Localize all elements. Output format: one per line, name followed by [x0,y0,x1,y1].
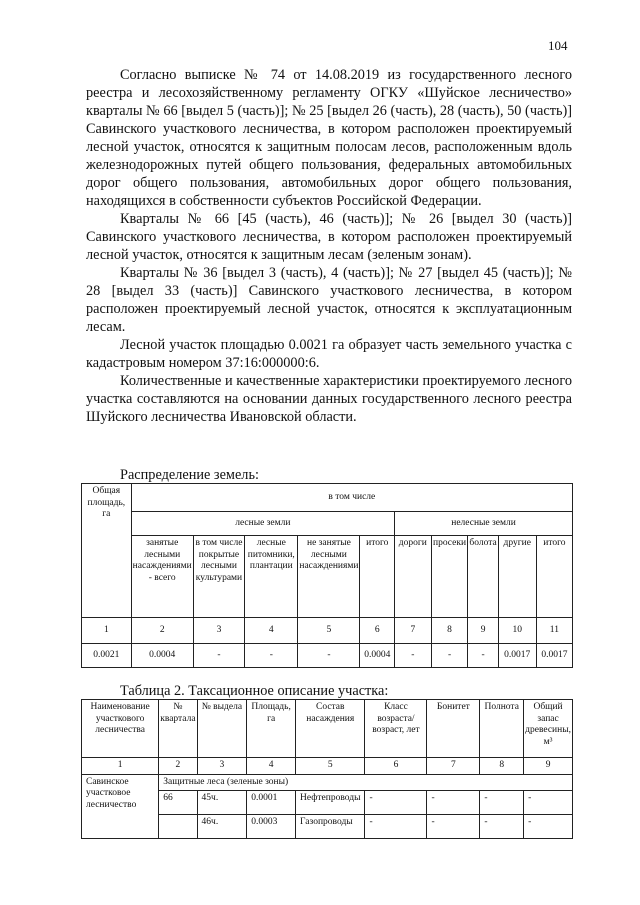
col-number: 3 [193,618,244,644]
col-number: 9 [524,758,573,775]
col-number: 1 [82,618,132,644]
col-header: итого [360,536,395,618]
cell [159,815,197,839]
cell: 45ч. [197,791,247,815]
col-header: Наименование участкового лесничества [82,700,159,758]
cell: - [427,791,480,815]
col-header: № выдела [197,700,247,758]
col-header: Бонитет [427,700,480,758]
col-number: 8 [480,758,524,775]
cell: 0.0017 [498,644,536,668]
paragraph: Кварталы № 36 [выдел 3 (часть), 4 (часть)]; № 27 [выдел 45 (часть)]; № 28 [выдел 33 (часть)] Савинского участкового лесничества, в котором расположен проектируемый лесной участок, относятся к эксплуатационным лесам. [86,265,572,335]
col-number: 5 [298,618,360,644]
col-number: 9 [468,618,498,644]
cell: - [395,644,432,668]
col-number: 2 [159,758,197,775]
header-forest-lands: лесные земли [131,512,394,536]
cell: - [468,644,498,668]
taxation-table [81,699,573,839]
col-number: 7 [395,618,432,644]
page-number: 104 [548,38,568,53]
col-header: другие [498,536,536,618]
col-number: 6 [360,618,395,644]
cell: 0.0017 [536,644,572,668]
col-header: в том числе покрытые лесными культурами [193,536,244,618]
col-number: 4 [247,758,296,775]
table-row [82,644,573,668]
col-number: 1 [82,758,159,775]
cell: - [298,644,360,668]
col-header: болота [468,536,498,618]
cell: - [524,815,573,839]
col-number: 11 [536,618,572,644]
cell: - [427,815,480,839]
cell: - [480,815,524,839]
paragraph: Согласно выписке № 74 от 14.08.2019 из государственного лесного реестра и лесохозяйственному регламенту ОГКУ «Шуйское лесничество» кварталы № 66 [выдел 5 (часть)]; № 25 [выдел 26 (часть), 28 (часть), 50 (часть)] Савинского участкового лесничества, в котором расположен проектируемый лесной участок, относятся к защитным полосам лесов, расположенным вдоль железнодорожных путей общего пользования, федеральных автомобильных дорог общего пользования, автомобильных дорог общего пользования, находящихся в собственности субъектов Российской Федерации. [86,67,572,209]
col-number: 6 [365,758,427,775]
body-text [86,66,572,426]
land-distribution-table [81,483,573,668]
cell: - [245,644,298,668]
col-header: Общий запас древесины, м³ [524,700,573,758]
cell: - [524,791,573,815]
cell: - [193,644,244,668]
table1-caption: Распределение земель: [120,467,259,483]
table2-caption: Таблица 2. Таксационное описание участка: [120,683,389,699]
col-number: 5 [296,758,365,775]
header-nonforest-lands: нелесные земли [395,512,573,536]
col-header: Полнота [480,700,524,758]
forestry-name: Савинское участковое лесничество [82,774,159,839]
col-number: 4 [245,618,298,644]
cell: 0.0004 [131,644,193,668]
group-label: Защитные леса (зеленые зоны) [159,774,573,791]
col-number: 7 [427,758,480,775]
cell: Нефтепроводы [296,791,365,815]
col-header: № квартала [159,700,197,758]
cell: 0.0021 [82,644,132,668]
col-number: 8 [431,618,468,644]
col-header: итого [536,536,572,618]
cell: 0.0001 [247,791,296,815]
cell: Газопроводы [296,815,365,839]
col-header: дороги [395,536,432,618]
header-total-area: Общая площадь, га [82,484,132,618]
header-including: в том числе [131,484,572,512]
cell: 46ч. [197,815,247,839]
paragraph: Количественные и качественные характеристики проектируемого лесного участка составляются на основании данных государственного лесного реестра Шуйского лесничества Ивановской области. [86,373,572,425]
col-header: просеки [431,536,468,618]
col-number: 2 [131,618,193,644]
col-header: лесные питомники, плантации [245,536,298,618]
col-header: не занятые лесными насаждениями [298,536,360,618]
cell: 0.0003 [247,815,296,839]
cell: - [431,644,468,668]
cell: - [365,815,427,839]
cell: 0.0004 [360,644,395,668]
cell: - [480,791,524,815]
col-number: 3 [197,758,247,775]
col-header: Класс возраста/ возраст, лет [365,700,427,758]
col-header: Площадь, га [247,700,296,758]
cell: 66 [159,791,197,815]
paragraph: Кварталы № 66 [45 (часть), 46 (часть)]; № 26 [выдел 30 (часть)] Савинского участкового лесничества, в котором расположен проектируемый лесной участок, относятся к защитным лесам (зеленым зонам). [86,211,572,263]
cell: - [365,791,427,815]
col-number: 10 [498,618,536,644]
paragraph: Лесной участок площадью 0.0021 га образует часть земельного участка с кадастровым номером 37:16:000000:6. [86,337,572,371]
col-header: занятые лесными насаждениями - всего [131,536,193,618]
col-header: Состав насаждения [296,700,365,758]
